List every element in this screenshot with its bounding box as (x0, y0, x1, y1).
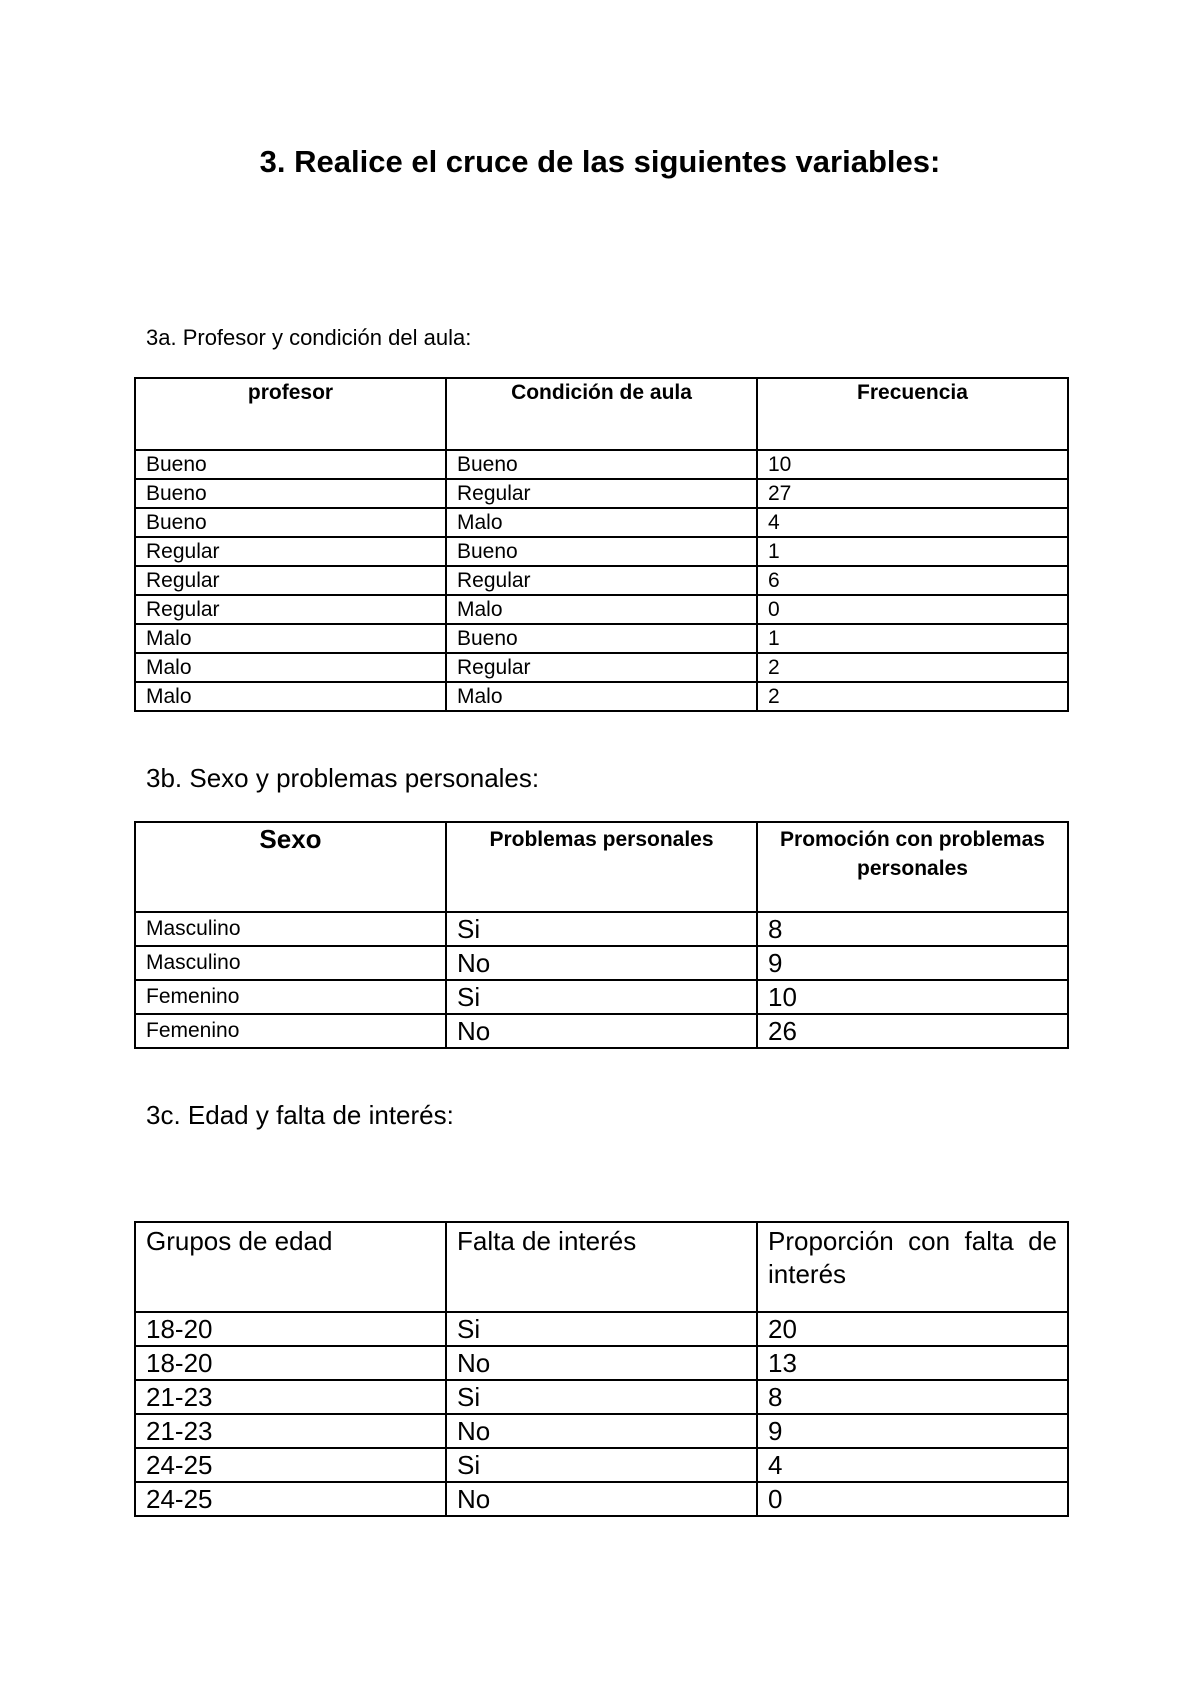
table-cell: Regular (135, 537, 446, 566)
table-cell: 24-25 (135, 1482, 446, 1516)
table-cell: 26 (757, 1014, 1068, 1048)
table-cell: Malo (446, 682, 757, 711)
table-row (135, 1312, 1068, 1346)
table-cell: Malo (446, 508, 757, 537)
table-cell: 4 (757, 1448, 1068, 1482)
table-cell: Bueno (446, 624, 757, 653)
table-row (135, 682, 1068, 711)
table-cell: 27 (757, 479, 1068, 508)
table-cell: Malo (446, 595, 757, 624)
table-cell: Bueno (446, 450, 757, 479)
table-cell: 8 (757, 1380, 1068, 1414)
table-row (135, 653, 1068, 682)
table-cell: Femenino (135, 980, 446, 1014)
table-row (135, 912, 1068, 946)
table-cell: 1 (757, 624, 1068, 653)
table-row (135, 946, 1068, 980)
table-cell: Regular (135, 566, 446, 595)
table-cell: Si (446, 912, 757, 946)
table-cell: 9 (757, 946, 1068, 980)
table-edad-falta-interes (134, 1221, 1069, 1517)
table-cell: Si (446, 1380, 757, 1414)
table-profesor-condicion-aula (134, 377, 1069, 712)
table-cell: No (446, 1482, 757, 1516)
section-heading-3b: 3b. Sexo y problemas personales: (146, 763, 540, 793)
table-cell: 21-23 (135, 1380, 446, 1414)
section-heading-3c: 3c. Edad y falta de interés: (146, 1100, 454, 1130)
table-cell: 10 (757, 980, 1068, 1014)
table-cell: 2 (757, 682, 1068, 711)
table-cell: Malo (135, 653, 446, 682)
table-cell: Malo (135, 682, 446, 711)
table-cell: Bueno (135, 508, 446, 537)
table-cell: 0 (757, 595, 1068, 624)
table-cell: 18-20 (135, 1346, 446, 1380)
table-cell: Masculino (135, 912, 446, 946)
page-title: 3. Realice el cruce de las siguientes variables: (259, 144, 941, 179)
table-row (135, 980, 1068, 1014)
table-row (135, 450, 1068, 479)
table-cell: 0 (757, 1482, 1068, 1516)
table-row (135, 508, 1068, 537)
section-heading-3a: 3a. Profesor y condición del aula: (146, 325, 472, 350)
table-row (135, 537, 1068, 566)
table-cell: No (446, 946, 757, 980)
table-cell: Si (446, 980, 757, 1014)
table-row (135, 1014, 1068, 1048)
table-cell: No (446, 1414, 757, 1448)
column-header: Promoción con problemas personales (757, 822, 1068, 912)
table-cell: Femenino (135, 1014, 446, 1048)
table-cell: Si (446, 1312, 757, 1346)
column-header: Falta de interés (446, 1222, 757, 1312)
table-row (135, 1414, 1068, 1448)
column-header: Problemas personales (446, 822, 757, 912)
table-cell: Bueno (135, 450, 446, 479)
table-body (135, 450, 1068, 711)
table-row (135, 1482, 1068, 1516)
column-header: Proporción con falta de interés (757, 1222, 1068, 1312)
table-cell: No (446, 1346, 757, 1380)
table-cell: Malo (135, 624, 446, 653)
column-header: Grupos de edad (135, 1222, 446, 1312)
table-cell: 6 (757, 566, 1068, 595)
table-row (135, 1380, 1068, 1414)
table-cell: 1 (757, 537, 1068, 566)
table-row (135, 566, 1068, 595)
table-cell: Si (446, 1448, 757, 1482)
table-cell: Regular (446, 479, 757, 508)
table-cell: Regular (446, 653, 757, 682)
table-cell: No (446, 1014, 757, 1048)
table-row (135, 624, 1068, 653)
table-header-row (135, 378, 1068, 450)
table-header-row (135, 1222, 1068, 1312)
table-row (135, 595, 1068, 624)
table-cell: Masculino (135, 946, 446, 980)
table-row (135, 1448, 1068, 1482)
table-cell: 2 (757, 653, 1068, 682)
table-cell: 10 (757, 450, 1068, 479)
table-sexo-problemas-personales (134, 821, 1069, 1049)
table-cell: 9 (757, 1414, 1068, 1448)
table-cell: 20 (757, 1312, 1068, 1346)
table-cell: 24-25 (135, 1448, 446, 1482)
column-header: Sexo (135, 822, 446, 912)
table-body (135, 912, 1068, 1048)
table-cell: Regular (135, 595, 446, 624)
table-header-row (135, 822, 1068, 912)
table-cell: 21-23 (135, 1414, 446, 1448)
table-body (135, 1312, 1068, 1516)
table-row (135, 479, 1068, 508)
table-cell: 13 (757, 1346, 1068, 1380)
table-cell: 8 (757, 912, 1068, 946)
table-cell: Bueno (135, 479, 446, 508)
column-header: profesor (135, 378, 446, 450)
column-header: Condición de aula (446, 378, 757, 450)
table-cell: Regular (446, 566, 757, 595)
table-cell: 4 (757, 508, 1068, 537)
table-cell: 18-20 (135, 1312, 446, 1346)
column-header: Frecuencia (757, 378, 1068, 450)
table-row (135, 1346, 1068, 1380)
table-cell: Bueno (446, 537, 757, 566)
